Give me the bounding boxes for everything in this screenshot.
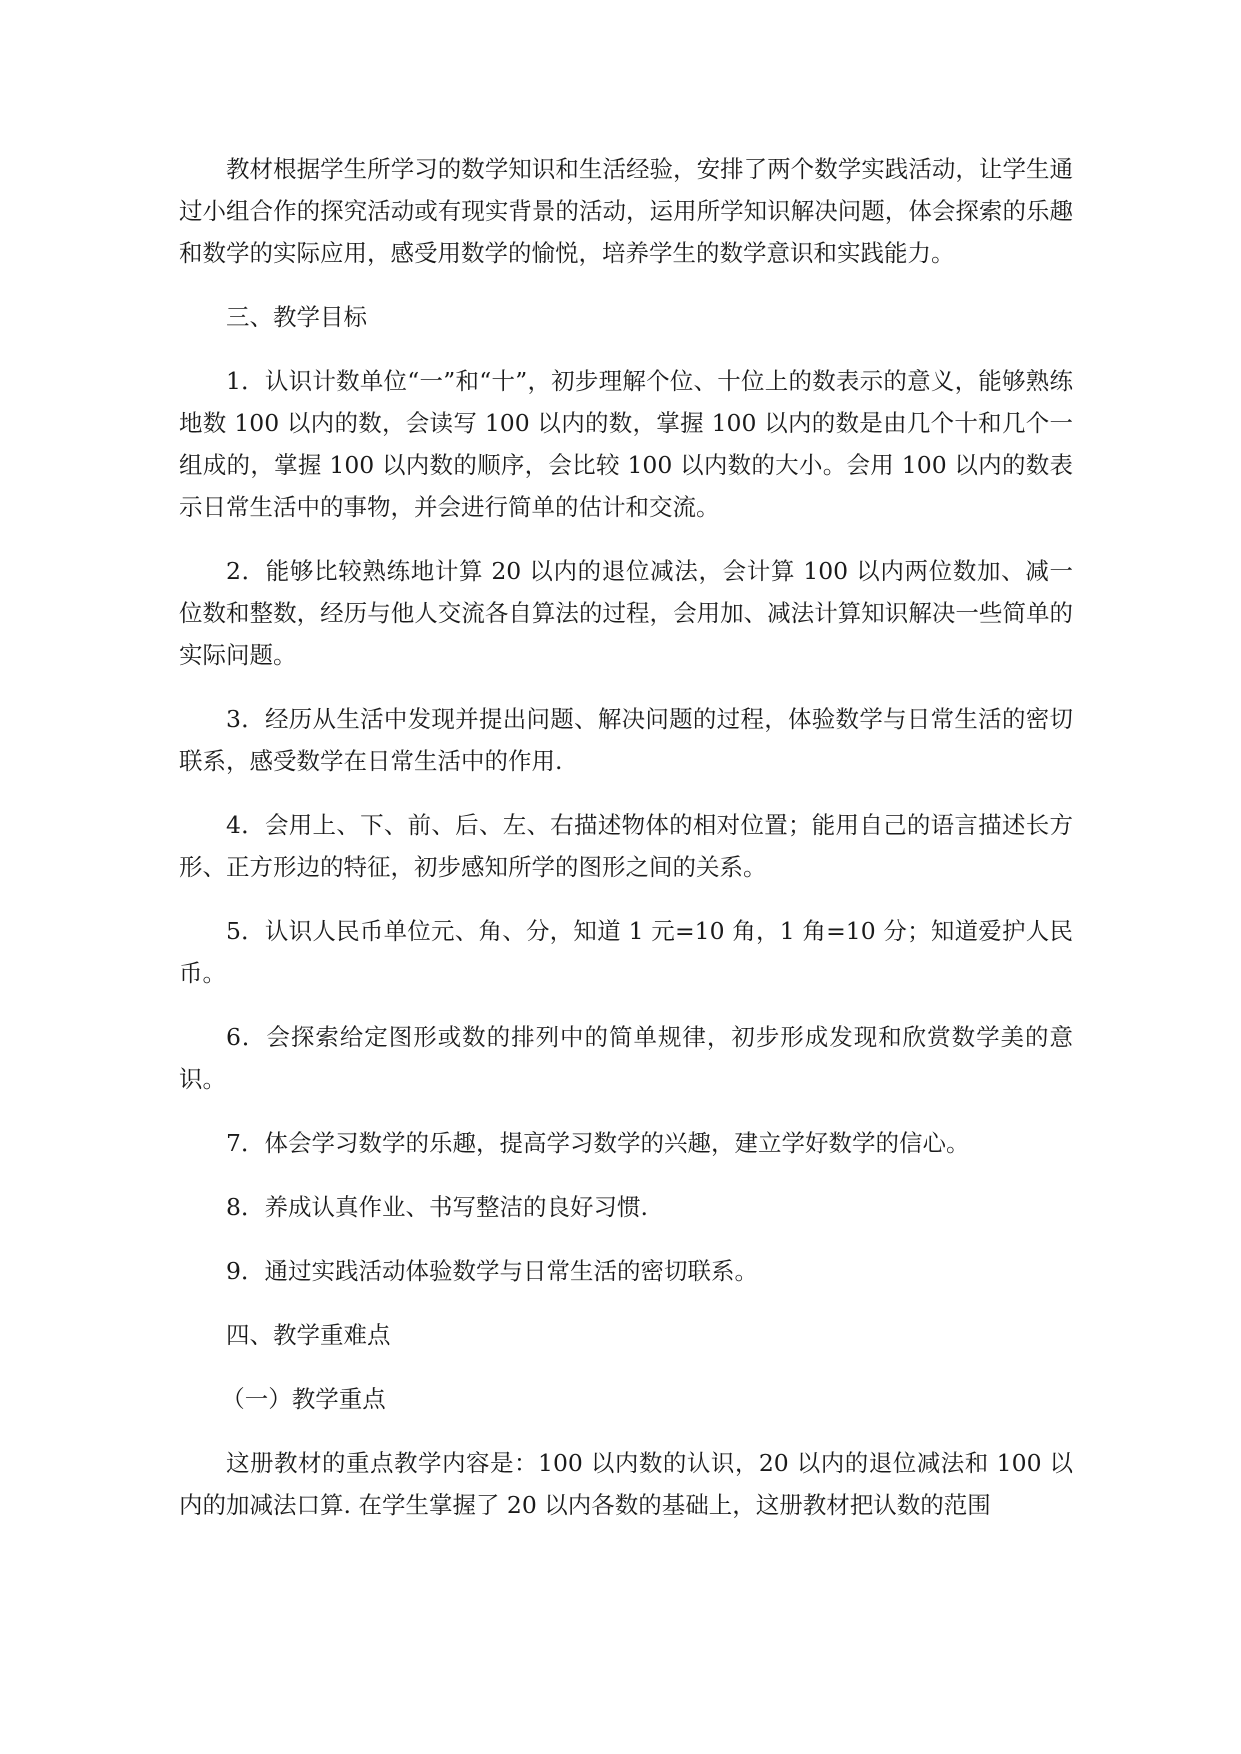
subheading-teaching-focus: （一）教学重点 <box>221 1385 386 1413</box>
goal-item-1: 1．认识计数单位“一”和“十”，初步理解个位、十位上的数表示的意义，能够熟练地数 100 以内的数，会读写 100 以内的数，掌握 100 以内的数是由几个十和几个一组成的，掌握 100 以内数的顺序，会比较 100 以内数的大小。会用 100 以内的数表示日常生活中的事物，并会进行简单的估计和交流。 <box>179 367 1073 521</box>
paragraph-intro: 教材根据学生所学习的数学知识和生活经验，安排了两个数学实践活动，让学生通过小组合作的探究活动或有现实背景的活动，运用所学知识解决问题，体会探索的乐趣和数学的实际应用，感受用数学的愉悦，培养学生的数学意识和实践能力。 <box>179 155 1073 267</box>
goal-item-7: 7．体会学习数学的乐趣，提高学习数学的兴趣，建立学好数学的信心。 <box>226 1129 970 1157</box>
goal-item-6: 6．会探索给定图形或数的排列中的简单规律，初步形成发现和欣赏数学美的意识。 <box>179 1023 1073 1093</box>
section-heading-key-points: 四、教学重难点 <box>226 1321 391 1349</box>
document-body <box>179 148 1073 1548</box>
goal-item-9: 9．通过实践活动体验数学与日常生活的密切联系。 <box>226 1257 758 1285</box>
goal-item-2: 2．能够比较熟练地计算 20 以内的退位减法，会计算 100 以内两位数加、减一位数和整数，经历与他人交流各自算法的过程，会用加、减法计算知识解决一些简单的实际问题。 <box>179 557 1073 669</box>
goal-item-5: 5．认识人民币单位元、角、分，知道 1 元=10 角，1 角=10 分；知道爱护人民币。 <box>179 917 1073 987</box>
paragraph-focus-content: 这册教材的重点教学内容是：100 以内数的认识，20 以内的退位减法和 100 以内的加减法口算. 在学生掌握了 20 以内各数的基础上，这册教材把认数的范围 <box>179 1449 1073 1519</box>
goal-item-4: 4．会用上、下、前、后、左、右描述物体的相对位置；能用自己的语言描述长方形、正方形边的特征，初步感知所学的图形之间的关系。 <box>179 811 1073 881</box>
goal-item-3: 3．经历从生活中发现并提出问题、解决问题的过程，体验数学与日常生活的密切联系，感受数学在日常生活中的作用. <box>179 705 1073 775</box>
section-heading-teaching-goals: 三、教学目标 <box>226 303 367 331</box>
goal-item-8: 8．养成认真作业、书写整洁的良好习惯. <box>226 1193 648 1221</box>
